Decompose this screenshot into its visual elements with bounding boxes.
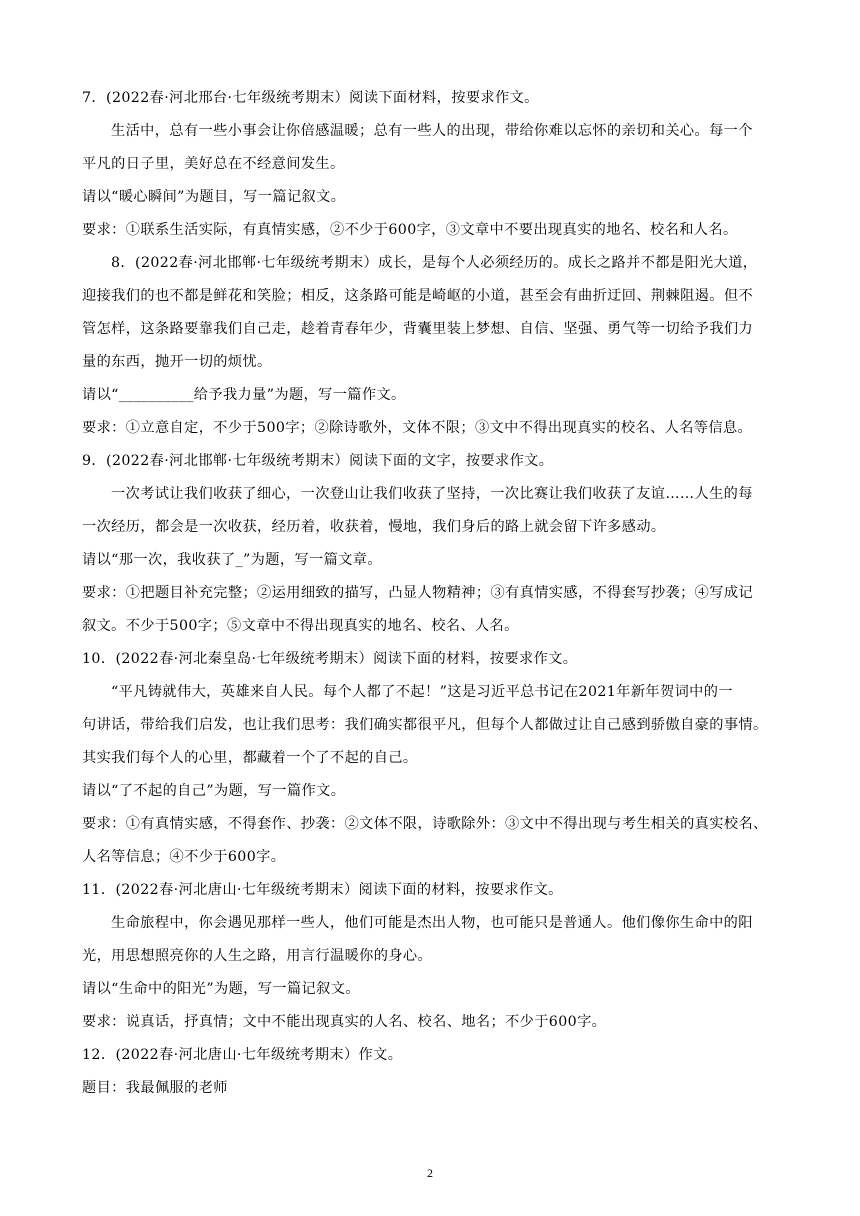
q11-passage-line: 生命旅程中，你会遇见那样一些人，他们可能是杰出人物，也可能只是普通人。他们像你生命中的阳	[111, 915, 753, 931]
q10-passage-line: 句讲话，带给我们启发，也让我们思考：我们确实都很平凡，但每个人都做过让自己感到骄傲自豪的事情。	[82, 717, 768, 733]
q7-heading: 7．(2022春·河北邢台·七年级统考期末）阅读下面材料，按要求作文。	[82, 90, 539, 106]
q9-prompt: 请以“那一次，我收获了_”为题，写一篇文章。	[82, 552, 382, 568]
q8-heading-line: 迎接我们的也不都是鲜花和笑脸；相反，这条路可能是崎岖的小道，甚至会有曲折迂回、荆棘阻遏。但不	[82, 288, 754, 304]
page-number: 2	[427, 1166, 433, 1180]
q9-passage-line: 一次考试让我们收获了细心，一次登山让我们收获了坚持，一次比赛让我们收获了友谊……人生的每	[111, 486, 753, 502]
q8-heading-line: 量的东西，抛开一切的烦忧。	[82, 354, 272, 370]
q8-heading-line: 8．(2022春·河北邯郸·七年级统考期末）成长，是每个人必须经历的。成长之路并不都是阳光大道，	[111, 255, 758, 271]
q12-heading: 12．(2022春·河北唐山·七年级统考期末）作文。	[82, 1047, 403, 1063]
q9-requirements: 叙文。不少于500字；⑤文章中不得出现真实的地名、校名、人名。	[82, 618, 519, 634]
q9-passage-line: 一次经历，都会是一次收获，经历着，收获着，慢地，我们身后的路上就会留下许多感动。	[82, 519, 666, 535]
q7-passage-line: 生活中，总有一些小事会让你倍感温暖；总有一些人的出现，带给你难以忘怀的亲切和关心。每一个	[111, 123, 753, 139]
q10-requirements: 人名等信息；④不少于600字。	[82, 849, 286, 865]
q11-requirements: 要求：说真话，抒真情；文中不能出现真实的人名、校名、地名；不少于600字。	[82, 1014, 607, 1030]
q9-requirements: 要求：①把题目补充完整；②运用细致的描写，凸显人物精神；③有真情实感，不得套写抄袭；④写成记	[82, 585, 754, 601]
q11-passage-line: 光，用思想照亮你的人生之路，用言行温暖你的身心。	[82, 948, 433, 964]
document-body	[82, 82, 782, 1105]
q10-passage-line: 其实我们每个人的心里，都藏着一个了不起的自己。	[82, 750, 418, 766]
q7-requirements: 要求：①联系生活实际，有真情实感，②不少于600字，③文章中不要出现真实的地名、校名和人名。	[82, 222, 738, 238]
q12-topic: 题目：我最佩服的老师	[82, 1080, 228, 1096]
q8-requirements: 要求：①立意自定，不少于500字；②除诗歌外，文体不限；③文中不得出现真实的校名、人名等信息。	[82, 420, 753, 436]
q8-heading-line: 管怎样，这条路要靠我们自己走，趁着青春年少，背囊里装上梦想、自信、坚强、勇气等一切给予我们力	[82, 321, 754, 337]
q9-heading: 9．(2022春·河北邯郸·七年级统考期末）阅读下面的文字，按要求作文。	[82, 453, 554, 469]
q7-passage-line: 平凡的日子里，美好总在不经意间发生。	[82, 156, 345, 172]
q10-prompt: 请以“了不起的自己”为题，写一篇作文。	[82, 783, 346, 799]
q10-requirements: 要求：①有真情实感，不得套作、抄袭：②文体不限，诗歌除外：③文中不得出现与考生相关的真实校名、	[82, 816, 768, 832]
q10-heading: 10．(2022春·河北秦皇岛·七年级统考期末）阅读下面的材料，按要求作文。	[82, 651, 578, 667]
q11-prompt: 请以“生命中的阳光”为题，写一篇记叙文。	[82, 981, 360, 997]
q10-passage-line: “平凡铸就伟大，英雄来自人民。每个人都了不起！”这是习近平总书记在2021年新年贺词中的一	[111, 684, 733, 700]
q7-prompt: 请以“暖心瞬间”为题目，写一篇记叙文。	[82, 189, 346, 205]
q11-heading: 11．(2022春·河北唐山·七年级统考期末）阅读下面的材料，按要求作文。	[82, 882, 563, 898]
q8-prompt: 请以“__________给予我力量”为题，写一篇作文。	[82, 387, 406, 403]
